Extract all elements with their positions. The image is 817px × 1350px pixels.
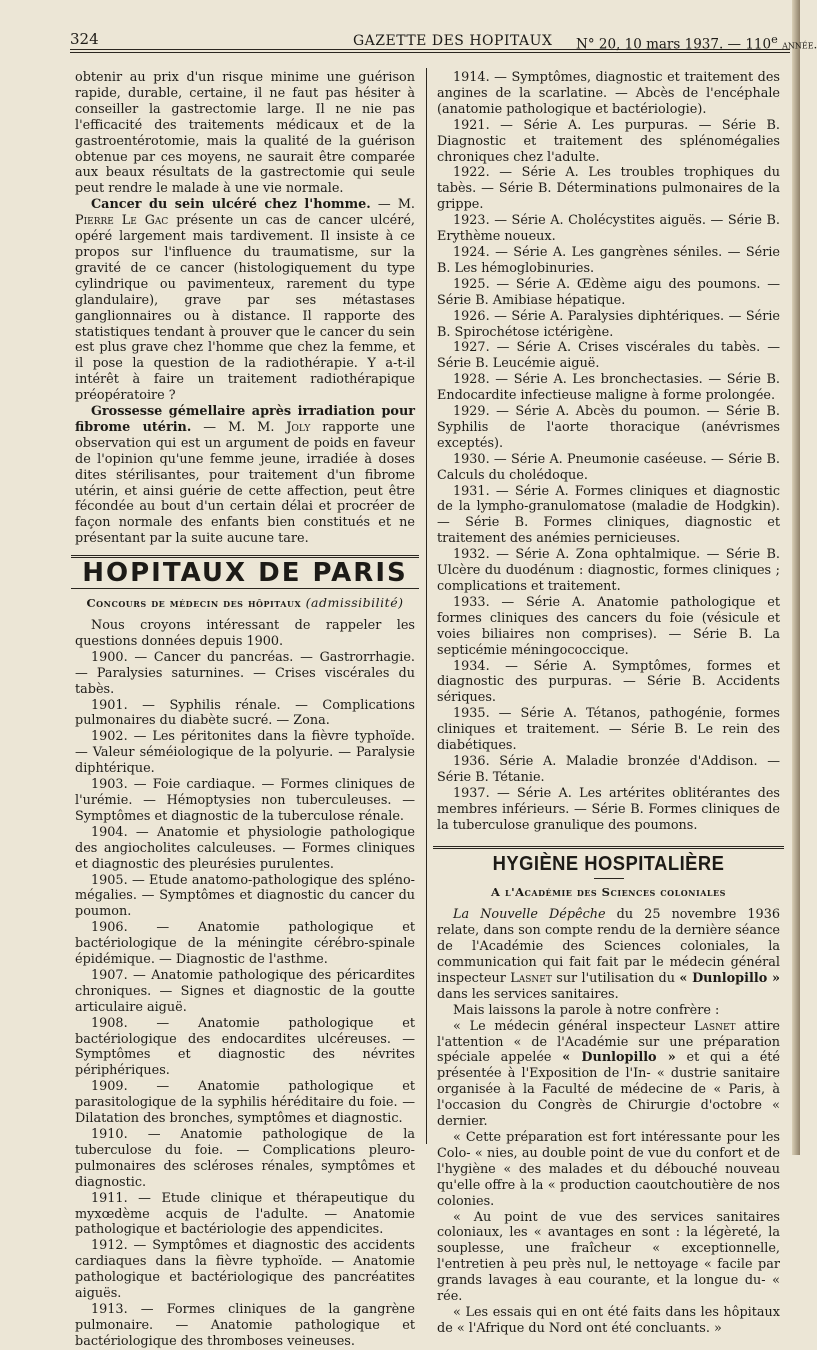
intro-paragraph: obtenir au prix d'un risque minime une guérison rapide, durable, certaine, il ne faut pas hésiter à conseiller la gastrectomie large. Il ne nie pas l'efficacité des traitements médicaux et de la gastroentérotomie, mais la qualité de la guérison obtenue par ces moyens, ne saurait être comparée aux beaux résultats de la gastrectomie qui seule peut rendre le malade à une vie normale. xyxy=(75,70,415,197)
quote1-name: Lasnet xyxy=(693,1018,736,1034)
left-question-item: 1902. — Les péritonites dans la fièvre typhoïde. — Valeur séméiologique de la polyurie. — Paralysie diphtérique. xyxy=(75,729,415,777)
hygiene-p1 xyxy=(437,907,780,1002)
hygiene-p2: Mais laissons la parole à notre confrère : xyxy=(453,1002,720,1018)
hygiene-p1-bold: « Dunlopillo » xyxy=(679,970,780,986)
section-rule-bottom xyxy=(71,588,419,589)
section-title-hygiene: HYGIÈNE HOSPITALIÈRE xyxy=(492,852,725,875)
hygiene-quote-2: « Cette préparation est fort intéressante pour les Colo- « nies, au double point de vue du confort et de l'hygiène « des malades et du débouché nouveau qu'elle offre à la « production caoutchoutière de nos colonies. xyxy=(437,1130,780,1209)
left-question-item: 1908. — Anatomie pathologique et bactériologique des endocardites ulcéreuses. — Symptômes et diagnostic des névrites périphériques. xyxy=(75,1015,415,1079)
right-question-item: 1933. — Série A. Anatomie pathologique et formes cliniques des cancers du foie (vésicule et voies biliaires non comprises). — Série B. La septicémie méningococcique. xyxy=(437,594,780,658)
right-question-item: 1928. — Série A. Les bronchectasies. — Série B. Endocardite infectieuse maligne à forme prolongée. xyxy=(437,372,780,404)
left-question-item: 1912. — Symptômes et diagnostic des accidents cardiaques dans la fièvre typhoïde. — Anatomie pathologique et bactériologique des pancréatites aiguës. xyxy=(75,1238,415,1302)
right-question-item: 1930. — Série A. Pneumonie caséeuse. — Série B. Calculs du cholédoque. xyxy=(437,451,780,483)
right-question-item: 1922. — Série A. Les troubles trophiques du tabès. — Série B. Déterminations pulmonaires de la grippe. xyxy=(437,165,780,213)
issue-annee: année. xyxy=(782,37,817,52)
right-question-item: 1936. Série A. Maladie bronzée d'Addison. — Série B. Tétanie. xyxy=(437,753,780,785)
right-question-item: 1921. — Série A. Les purpuras. — Série B. Diagnostic et traitement des splénomégalies chroniques chez l'adulte. xyxy=(437,117,780,165)
right-question-list xyxy=(437,70,780,834)
left-question-item: 1910. — Anatomie pathologique de la tuberculose du foie. — Complications pleuro-pulmonaires des scléroses rénales, symptômes et diagnostic. xyxy=(75,1127,415,1190)
hygiene-p1-name: Lasnet xyxy=(510,970,552,986)
left-question-item: 1903. — Foie cardiaque. — Formes cliniques de l'urémie. — Hémoptysies non tuberculeuses. — Symptômes et diagnostic de la tuberculose rénale. xyxy=(75,777,415,824)
hygiene-p1-b: sur l'utilisation du xyxy=(551,970,680,986)
right-question-item: 1934. — Série A. Symptômes, formes et diagnostic des purpuras. — Série B. Accidents sériques. xyxy=(437,658,780,706)
hygiene-quote-1 xyxy=(437,1019,780,1130)
cancer-sein-text: présente un cas de cancer ulcéré, opéré largement mais tardivement. Il insiste à ce propos sur l'influence du traumatisme, sur la gravité de ce cancer (histologiquement du type cylindrique ou pavimenteux, rarement du type glandulaire), grave par ses métastases ganglionnaires ou à distance. Il rapporte des statistiques tendant à prouver que le cancer du sein est plus grave chez l'homme que chez la femme, et il pose la question de la radiothérapie. Y a-t-il intérêt à faire un traitement radiothérapique préopératoire ? xyxy=(75,213,416,404)
quote1-a: « Le médecin général inspecteur xyxy=(453,1018,694,1034)
left-question-item: 1900. — Cancer du pancréas. — Gastrorrhagie. — Paralysies saturnines. — Crises viscérales du tabès. xyxy=(75,649,415,697)
right-question-item: 1931. — Série A. Formes cliniques et diagnostic de la lympho-granulomatose (maladie de Hodgkin). — Série B. Formes cliniques, diagnostic et traitement des anémies pernicieuses. xyxy=(437,483,780,547)
journal-title: GAZETTE DES HOPITAUX xyxy=(353,33,553,49)
issue-date: N° 20, 10 mars 1937. — 110 xyxy=(576,36,772,53)
grossesse-dash: — M. M. xyxy=(191,419,287,435)
left-question-item: 1913. — Formes cliniques de la gangrène pulmonaire. — Anatomie pathologique et bactériologique des thromboses veineuses. xyxy=(75,1301,415,1349)
concours-intro: Nous croyons intéressant de rappeler les questions données depuis 1900. xyxy=(75,618,415,649)
header-rule-bottom xyxy=(70,52,790,53)
concours-subtitle: (admissibilité) xyxy=(305,595,404,611)
cancer-sein-author: Pierre Le Gac xyxy=(75,213,169,229)
left-question-item: 1904. — Anatomie et physiologie pathologique des angiocholites calculeuses. — Formes cliniques et diagnostic des pleurésies purulentes. xyxy=(75,824,415,872)
academie-heading: A l'Académie des Sciences coloniales xyxy=(491,885,726,900)
concours-title: Concours de médecin des hôpitaux xyxy=(86,596,302,611)
page-number: 324 xyxy=(70,30,99,48)
quote1-bold: « Dunlopillo » xyxy=(562,1050,676,1066)
source-newspaper: La Nouvelle Dépêche xyxy=(453,907,606,923)
right-question-item: 1923. — Série A. Cholécystites aiguës. — Série B. Erythème noueux. xyxy=(437,213,780,245)
left-question-item: 1905. — Etude anatomo-pathologique des spléno-mégalies. — Symptômes et diagnostic du cancer du poumon. xyxy=(75,872,415,920)
concours-heading xyxy=(75,595,415,612)
right-question-item: 1925. — Série A. Œdème aigu des poumons. — Série B. Amibiase hépatique. xyxy=(437,276,780,308)
page-edge-shadow xyxy=(792,0,800,1155)
left-question-item: 1901. — Syphilis rénale. — Complications pulmonaires du diabète sucré. — Zona. xyxy=(75,697,415,729)
right-column xyxy=(437,70,780,1337)
left-column xyxy=(75,70,415,1350)
right-question-item: 1937. — Série A. Les artérites oblitérantes des membres inférieurs. — Série B. Formes cliniques de la tuberculose granulique des poumons. xyxy=(437,785,780,833)
hygiene-quote-3: « Au point de vue des services sanitaires coloniaux, les « avantages en sont : la légèreté, la souplesse, une fraîcheur « exceptionnelle, l'entretien à peu près nul, le nettoyage « facile par grands lavages à eau courante, et la longue du- « rée. xyxy=(437,1209,780,1305)
section-title-hopitaux: HOPITAUX DE PARIS xyxy=(82,558,408,589)
left-question-item: 1909. — Anatomie pathologique et parasitologique de la syphilis héréditaire du foie. — Dilatation des bronches, symptômes et diagnostic. xyxy=(75,1079,415,1127)
cancer-sein-dash: — M. xyxy=(370,197,415,213)
right-question-item: 1926. — Série A. Paralysies diphtériques. — Série B. Spirochétose ictérigène. xyxy=(437,308,780,340)
quote1-b: attire l'attention « de l'Académie sur une préparation spéciale appelée xyxy=(437,1018,781,1066)
hygiene-p1-a: du 25 novembre 1936 relate, dans son compte rendu de la dernière séance de l'Académie des Sciences coloniales, la communication qui fait fait par le médecin général inspecteur xyxy=(437,907,780,986)
right-question-item: 1929. — Série A. Abcès du poumon. — Série B. Syphilis de l'aorte thoracique (anévrismes exceptés). xyxy=(437,404,780,451)
right-question-item: 1935. — Série A. Tétanos, pathogénie, formes cliniques et traitement. — Série B. Le rein des diabétiques. xyxy=(437,706,780,754)
right-question-item: 1932. — Série A. Zona ophtalmique. — Série B. Ulcère du duodénum : diagnostic, formes cliniques ; complications et traitement. xyxy=(437,547,780,594)
issue-sup: e xyxy=(771,33,778,46)
left-question-item: 1907. — Anatomie pathologique des péricardites chroniques. — Signes et diagnostic de la goutte articulaire aiguë. xyxy=(75,967,415,1015)
column-divider xyxy=(426,68,427,1144)
header-rule-top xyxy=(70,49,790,50)
right-question-item: 1924. — Série A. Les gangrènes séniles. — Série B. Les hémoglobinuries. xyxy=(437,244,780,276)
cancer-sein-title: Cancer du sein ulcéré chez l'homme. xyxy=(91,197,371,213)
hygiene-rule-top xyxy=(433,846,784,849)
grossesse-author: Joly xyxy=(286,419,311,435)
hygiene-short-rule xyxy=(594,878,624,879)
hygiene-quote-4: « Les essais qui en ont été faits dans les hôpitaux de « l'Afrique du Nord ont été concluants. » xyxy=(437,1304,780,1336)
hygiene-p1-c: dans les services sanitaires. xyxy=(437,986,619,1002)
grossesse-article xyxy=(75,404,415,547)
left-question-list xyxy=(75,650,415,1350)
quote1-c: et qui a été présentée à l'Exposition de l'In- « dustrie sanitaire organisée à la Faculté de médecine de « Paris, à l'occasion du Congrès de Chirurgie d'octobre « dernier. xyxy=(437,1050,780,1130)
grossesse-text: rapporte une observation qui est un argument de poids en faveur de l'opinion qu'une femme jeune, irradiée à doses dites stérilisantes, pour traitement d'un fibrome utérin, et ainsi guérie de cette affection, peut être fécondée au bout d'un certain délai et procréer de façon normale des enfants bien constitués et ne présentant par la suite aucune tare. xyxy=(75,419,415,547)
cancer-sein-article xyxy=(75,197,415,404)
right-question-item: 1927. — Série A. Crises viscérales du tabès. — Série B. Leucémie aiguë. xyxy=(437,340,780,372)
grossesse-title: Grossesse gémellaire après irradiation pour fibrome utérin. xyxy=(75,404,415,435)
left-question-item: 1906. — Anatomie pathologique et bactériologique de la méningite cérébro-spinale épidémique. — Diagnostic de l'asthme. xyxy=(75,920,415,968)
right-question-item: 1914. — Symptômes, diagnostic et traitement des angines de la scarlatine. — Abcès de l'encéphale (anatomie pathologique et bactériologie). xyxy=(437,70,780,117)
left-question-item: 1911. — Etude clinique et thérapeutique du myxœdème acquis de l'adulte. — Anatomie pathologique et bactériologie des appendicites. xyxy=(75,1190,415,1238)
